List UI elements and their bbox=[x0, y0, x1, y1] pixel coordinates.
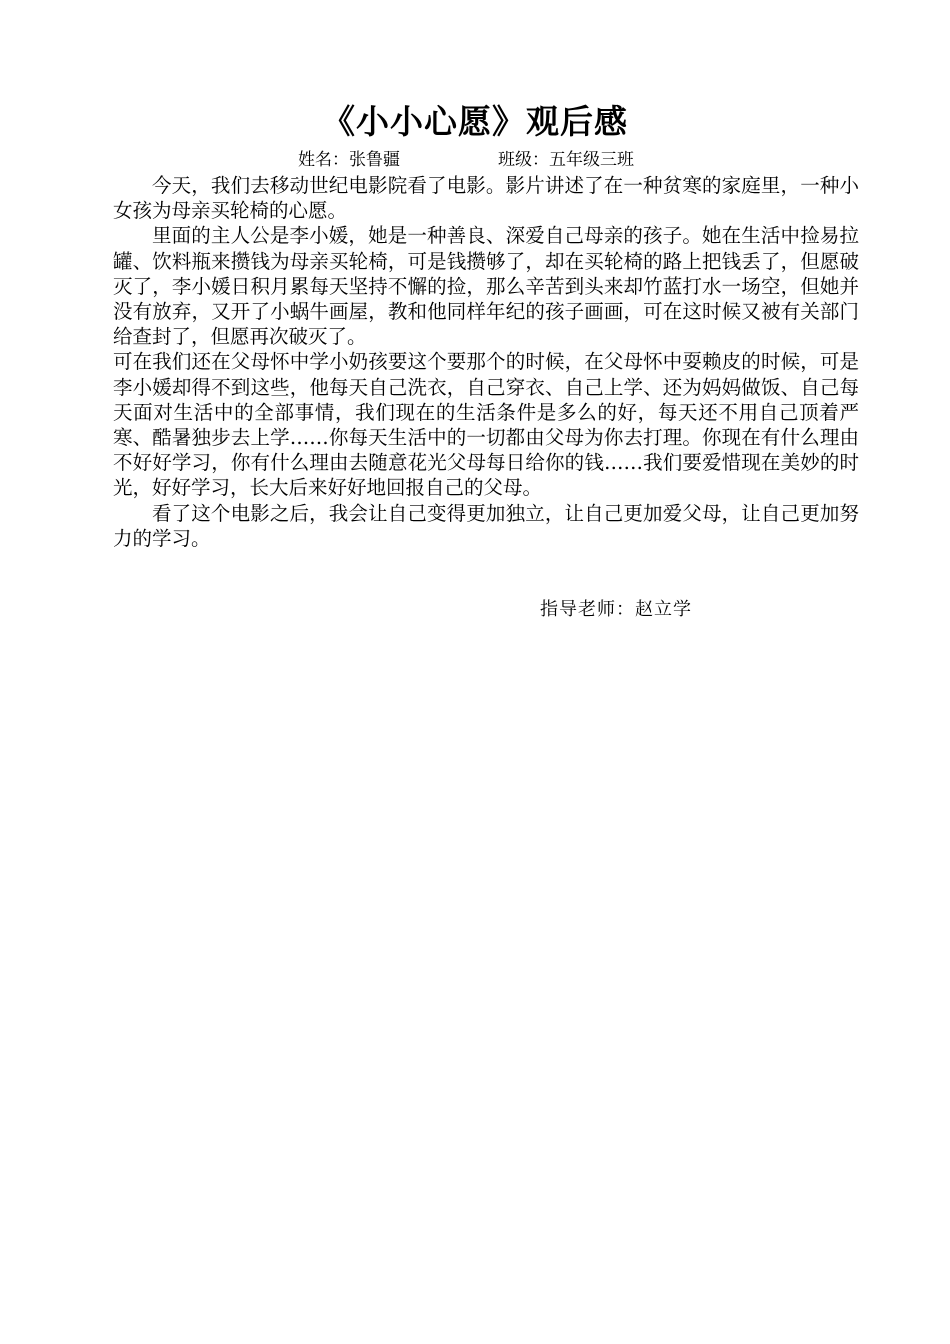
teacher-signature: 指导老师：赵立学 bbox=[540, 599, 692, 620]
essay-paragraph: 看了这个电影之后，我会让自己变得更加独立，让自己更加爱父母，让自己更加努力的学习。 bbox=[113, 501, 859, 550]
student-name: 姓名：张鲁疆 bbox=[298, 150, 400, 170]
essay-body bbox=[113, 173, 859, 551]
essay-paragraph: 里面的主人公是李小媛，她是一种善良、深爱自己母亲的孩子。她在生活中捡易拉罐、饮料瓶来攒钱为母亲买轮椅，可是钱攒够了，却在买轮椅的路上把钱丢了，但愿破灭了，李小媛日积月累每天坚持不懈的捡，那么辛苦到头来却竹蓝打水一场空，但她并没有放弃，又开了小蜗牛画屋，教和他同样年纪的孩子画画，可在这时候又被有关部门给查封了，但愿再次破灭了。 bbox=[113, 224, 859, 349]
author-byline bbox=[0, 148, 950, 172]
essay-paragraph: 今天，我们去移动世纪电影院看了电影。影片讲述了在一种贫寒的家庭里，一种小女孩为母亲买轮椅的心愿。 bbox=[113, 174, 859, 223]
essay-paragraph: 可在我们还在父母怀中学小奶孩要这个要那个的时候，在父母怀中耍赖皮的时候，可是李小媛却得不到这些，他每天自己洗衣，自己穿衣、自己上学、还为妈妈做饭、自己每天面对生活中的全部事情，我们现在的生活条件是多么的好，每天还不用自己顶着严寒、酷暑独步去上学……你每天生活中的一切都由父母为你去打理。你现在有什么理由不好好学习，你有什么理由去随意花光父母每日给你的钱……我们要爱惜现在美妙的时光，好好学习，长大后来好好地回报自己的父母。 bbox=[113, 350, 859, 500]
student-class: 班级：五年级三班 bbox=[498, 150, 634, 170]
document-title: 《小小心愿》观后感 bbox=[322, 102, 628, 141]
